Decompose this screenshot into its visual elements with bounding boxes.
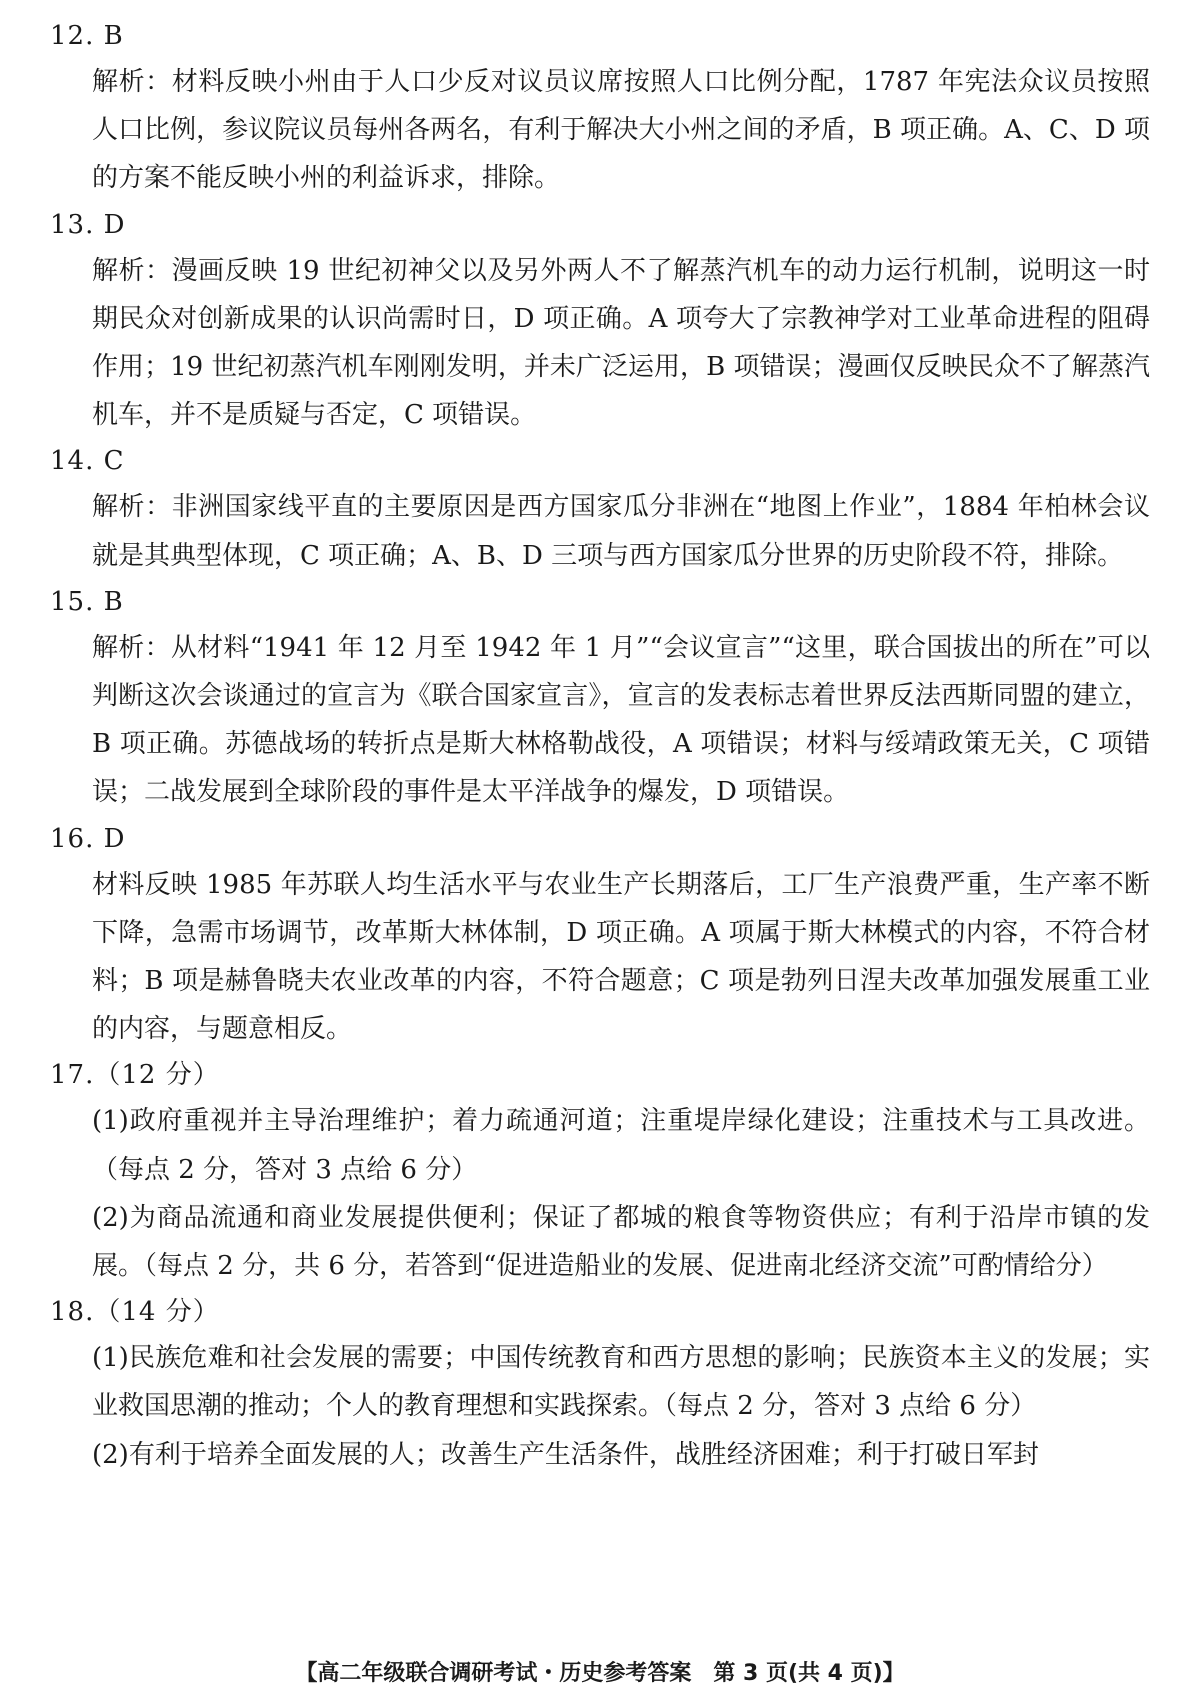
answer-list xyxy=(50,14,1150,1479)
answer-part-2: (2)有利于培养全面发展的人；改善生产生活条件，战胜经济困难；利于打破日军封 xyxy=(92,1439,1039,1470)
question-number: 16. D xyxy=(50,823,126,854)
explanation-text: 材料反映 1985 年苏联人均生活水平与农业生产长期落后，工厂生产浪费严重，生产率不断下降，急需市场调节，改革斯大林体制，D 项正确。A 项属于斯大林模式的内容，不符合材料；B 项是赫鲁晓夫农业改革的内容，不符合题意；C 项是勃列日涅夫改革加强发展重工业的内容，与题意相反。 xyxy=(92,869,1150,1045)
question-number: 13. D xyxy=(50,209,126,240)
explanation-text: 解析：漫画反映 19 世纪初神父以及另外两人不了解蒸汽机车的动力运行机制，说明这一时期民众对创新成果的认识尚需时日，D 项正确。A 项夸大了宗教神学对工业革命进程的阻碍作用；19 世纪初蒸汽机车刚刚发明，并未广泛运用，B 项错误；漫画仅反映民众不了解蒸汽机车，并不是质疑与否定，C 项错误。 xyxy=(92,255,1150,431)
answer-item-16 xyxy=(50,817,1150,1054)
question-number: 14. C xyxy=(50,446,125,477)
answer-part-1: (1)民族危难和社会发展的需要；中国传统教育和西方思想的影响；民族资本主义的发展；实业救国思潮的推动；个人的教育理想和实践探索。（每点 2 分，答对 3 点给 6 分） xyxy=(92,1343,1150,1422)
answer-item-15 xyxy=(50,580,1150,817)
answer-item-17 xyxy=(50,1053,1150,1290)
answer-part-1: (1)政府重视并主导治理维护；着力疏通河道；注重堤岸绿化建设；注重技术与工具改进。（每点 2 分，答对 3 点给 6 分） xyxy=(92,1106,1150,1185)
question-number: 17.（12 分） xyxy=(50,1060,220,1091)
answer-item-14 xyxy=(50,439,1150,579)
question-number: 12. B xyxy=(50,21,124,51)
answer-part-2: (2)为商品流通和商业发展提供便利；保证了都城的粮食等物资供应；有利于沿岸市镇的发展。（每点 2 分，共 6 分，若答到“促进造船业的发展、促进南北经济交流”可酌情给分） xyxy=(92,1202,1150,1282)
answer-item-12 xyxy=(50,14,1150,203)
question-number: 18.（14 分） xyxy=(50,1297,220,1328)
explanation-text: 解析：非洲国家线平直的主要原因是西方国家瓜分非洲在“地图上作业”，1884 年柏林会议就是其典型体现，C 项正确；A、B、D 三项与西方国家瓜分世界的历史阶段不符，排除。 xyxy=(92,492,1150,571)
answer-item-18 xyxy=(50,1290,1150,1479)
answer-item-13 xyxy=(50,203,1150,440)
explanation-text: 解析：从材料“1941 年 12 月至 1942 年 1 月”“会议宣言”“这里，联合国拔出的所在”可以判断这次会谈通过的宣言为《联合国家宣言》，宣言的发表标志着世界反法西斯同盟的建立，B 项正确。苏德战场的转折点是斯大林格勒战役，A 项错误；材料与绥靖政策无关，C 项错误；二战发展到全球阶段的事件是太平洋战争的爆发，D 项错误。 xyxy=(92,632,1150,808)
question-number: 15. B xyxy=(50,586,124,617)
page-footer: 【高二年级联合调研考试・历史参考答案 第 3 页(共 4 页)】 xyxy=(295,1661,905,1686)
explanation-text: 解析：材料反映小州由于人口少反对议员议席按照人口比例分配，1787 年宪法众议员按照人口比例，参议院议员每州各两名，有利于解决大小州之间的矛盾，B 项正确。A、C、D 项的方案不能反映小州的利益诉求，排除。 xyxy=(92,67,1150,194)
